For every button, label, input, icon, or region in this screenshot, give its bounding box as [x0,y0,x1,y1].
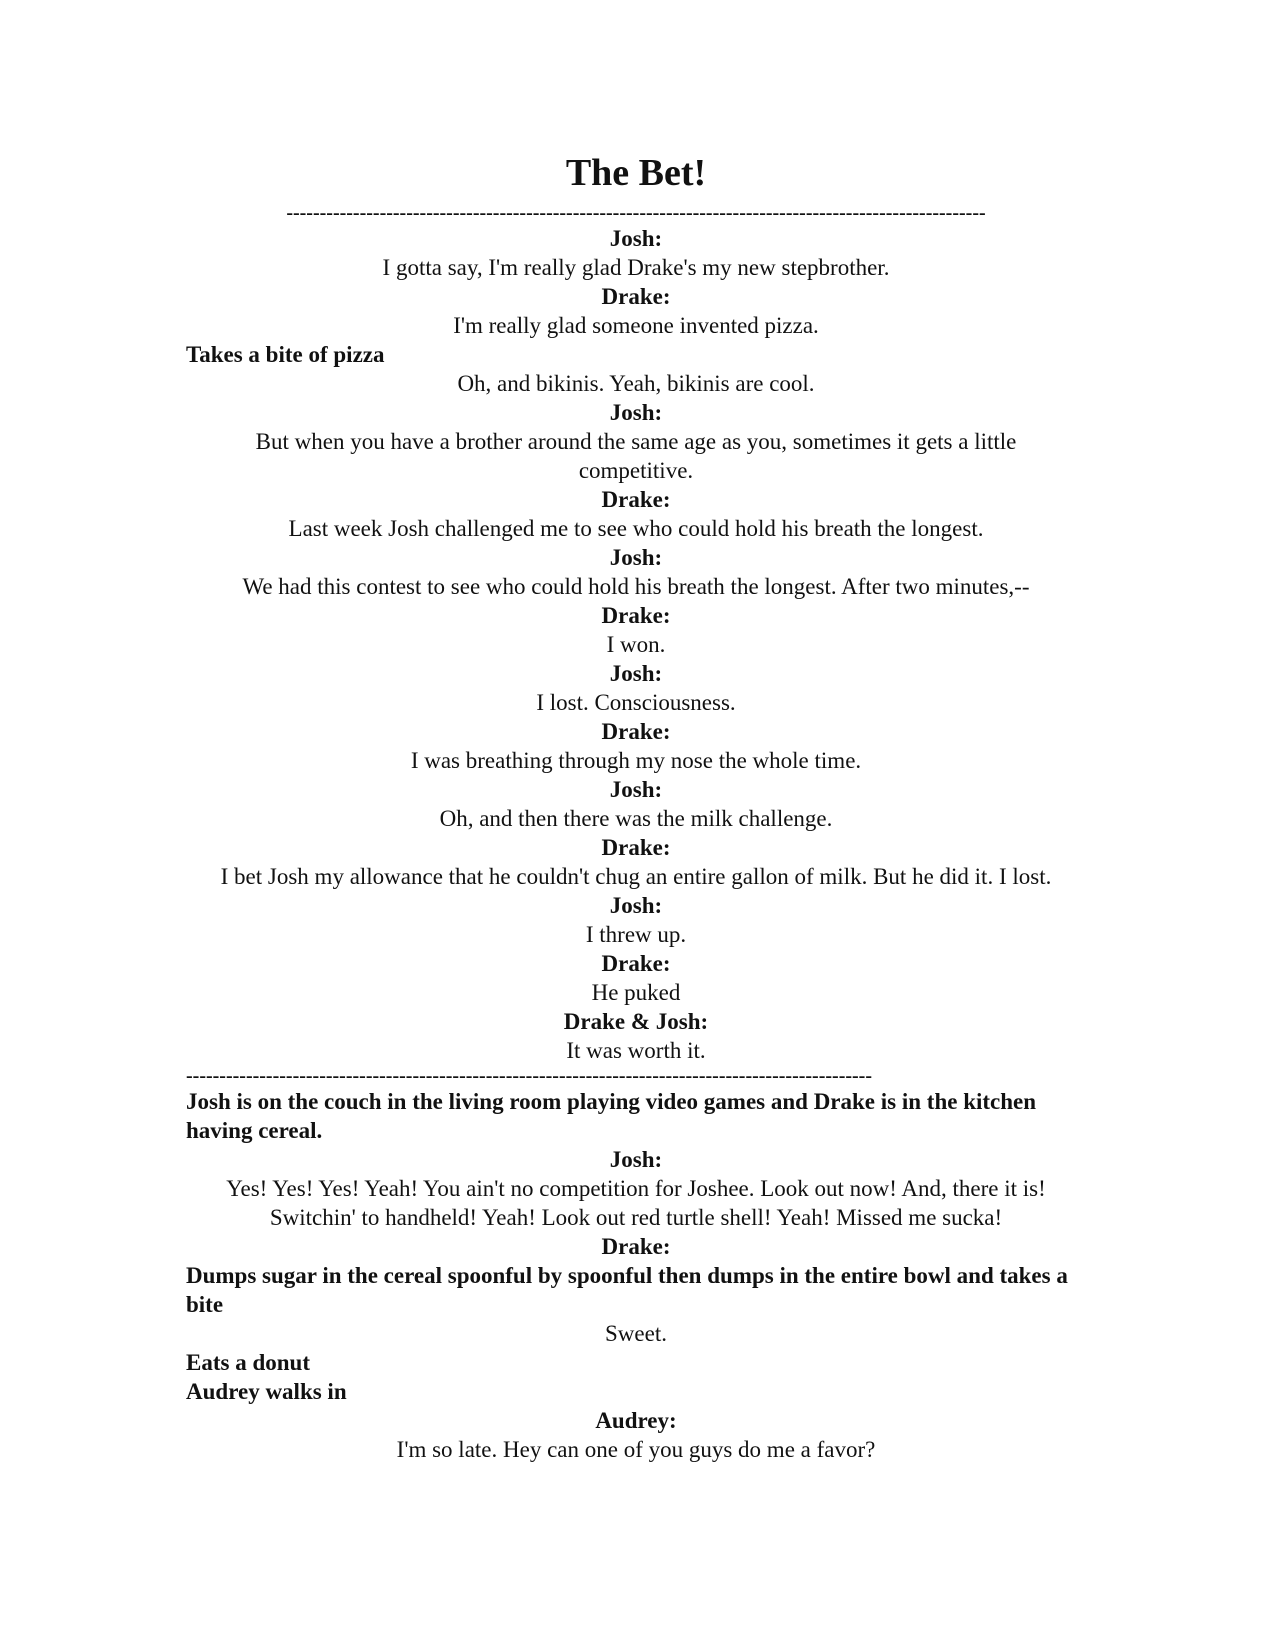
speaker-label: Drake: [601,603,671,628]
dialogue-line: Oh, and then there was the milk challenge. [439,806,833,831]
dialogue-line: I threw up. [585,922,687,947]
stage-direction: Audrey walks in [186,1379,347,1404]
dialogue-line: I'm so late. Hey can one of you guys do me a favor? [396,1437,876,1462]
dialogue-line: We had this contest to see who could hold his breath the longest. After two minutes,-- [242,574,1030,599]
speaker-label: Josh: [609,226,663,251]
speaker-label: Drake: [601,951,671,976]
speaker-label: Josh: [609,777,663,802]
speaker-label: Audrey: [595,1408,677,1433]
speaker-label: Drake: [601,487,671,512]
dialogue-line: Last week Josh challenged me to see who could hold his breath the longest. [288,516,984,541]
speaker-label: Josh: [609,1147,663,1172]
dialogue-line: It was worth it. [566,1038,706,1063]
dialogue-line: But when you have a brother around the same age as you, sometimes it gets a little competitive. [255,429,1017,483]
stage-direction: Eats a donut [186,1350,310,1375]
speaker-label: Drake: [601,835,671,860]
dialogue-line: I bet Josh my allowance that he couldn't chug an entire gallon of milk. But he did it. I lost. [220,864,1052,889]
speaker-label: Josh: [609,400,663,425]
speaker-label: Drake: [601,284,671,309]
dialogue-line: I'm really glad someone invented pizza. [453,313,819,338]
divider-mid: ------------------------------------------------------------------------------------------------------- [186,1065,872,1087]
divider-top: --------------------------------------------------------------------------------------------------------- [286,202,986,224]
stage-direction: Dumps sugar in the cereal spoonful by spoonful then dumps in the entire bowl and takes a bite [186,1263,1068,1317]
dialogue-line: Yes! Yes! Yes! Yeah! You ain't no competition for Joshee. Look out now! And, there it is! Switchin' to handheld! Yeah! Look out red turtle shell! Yeah! Missed me sucka! [226,1176,1046,1230]
script-page [186,150,1086,1464]
dialogue-line: He puked [591,980,681,1005]
speaker-label: Josh: [609,661,663,686]
dialogue-line: Oh, and bikinis. Yeah, bikinis are cool. [457,371,815,396]
stage-direction: Josh is on the couch in the living room playing video games and Drake is in the kitchen having cereal. [186,1089,1037,1143]
speaker-label: Josh: [609,545,663,570]
dialogue-line: I was breathing through my nose the whole time. [410,748,862,773]
speaker-label: Drake: [601,1234,671,1259]
dialogue-line: I won. [606,632,666,657]
dialogue-section-1 [186,224,1086,1065]
dialogue-line: Sweet. [605,1321,667,1346]
speaker-label: Josh: [609,893,663,918]
script-title: The Bet! [565,152,707,194]
dialogue-line: I gotta say, I'm really glad Drake's my new stepbrother. [382,255,890,280]
speaker-label: Drake & Josh: [563,1009,709,1034]
speaker-label: Drake: [601,719,671,744]
dialogue-section-2 [186,1087,1086,1464]
dialogue-line: I lost. Consciousness. [536,690,736,715]
stage-direction: Takes a bite of pizza [186,342,385,367]
